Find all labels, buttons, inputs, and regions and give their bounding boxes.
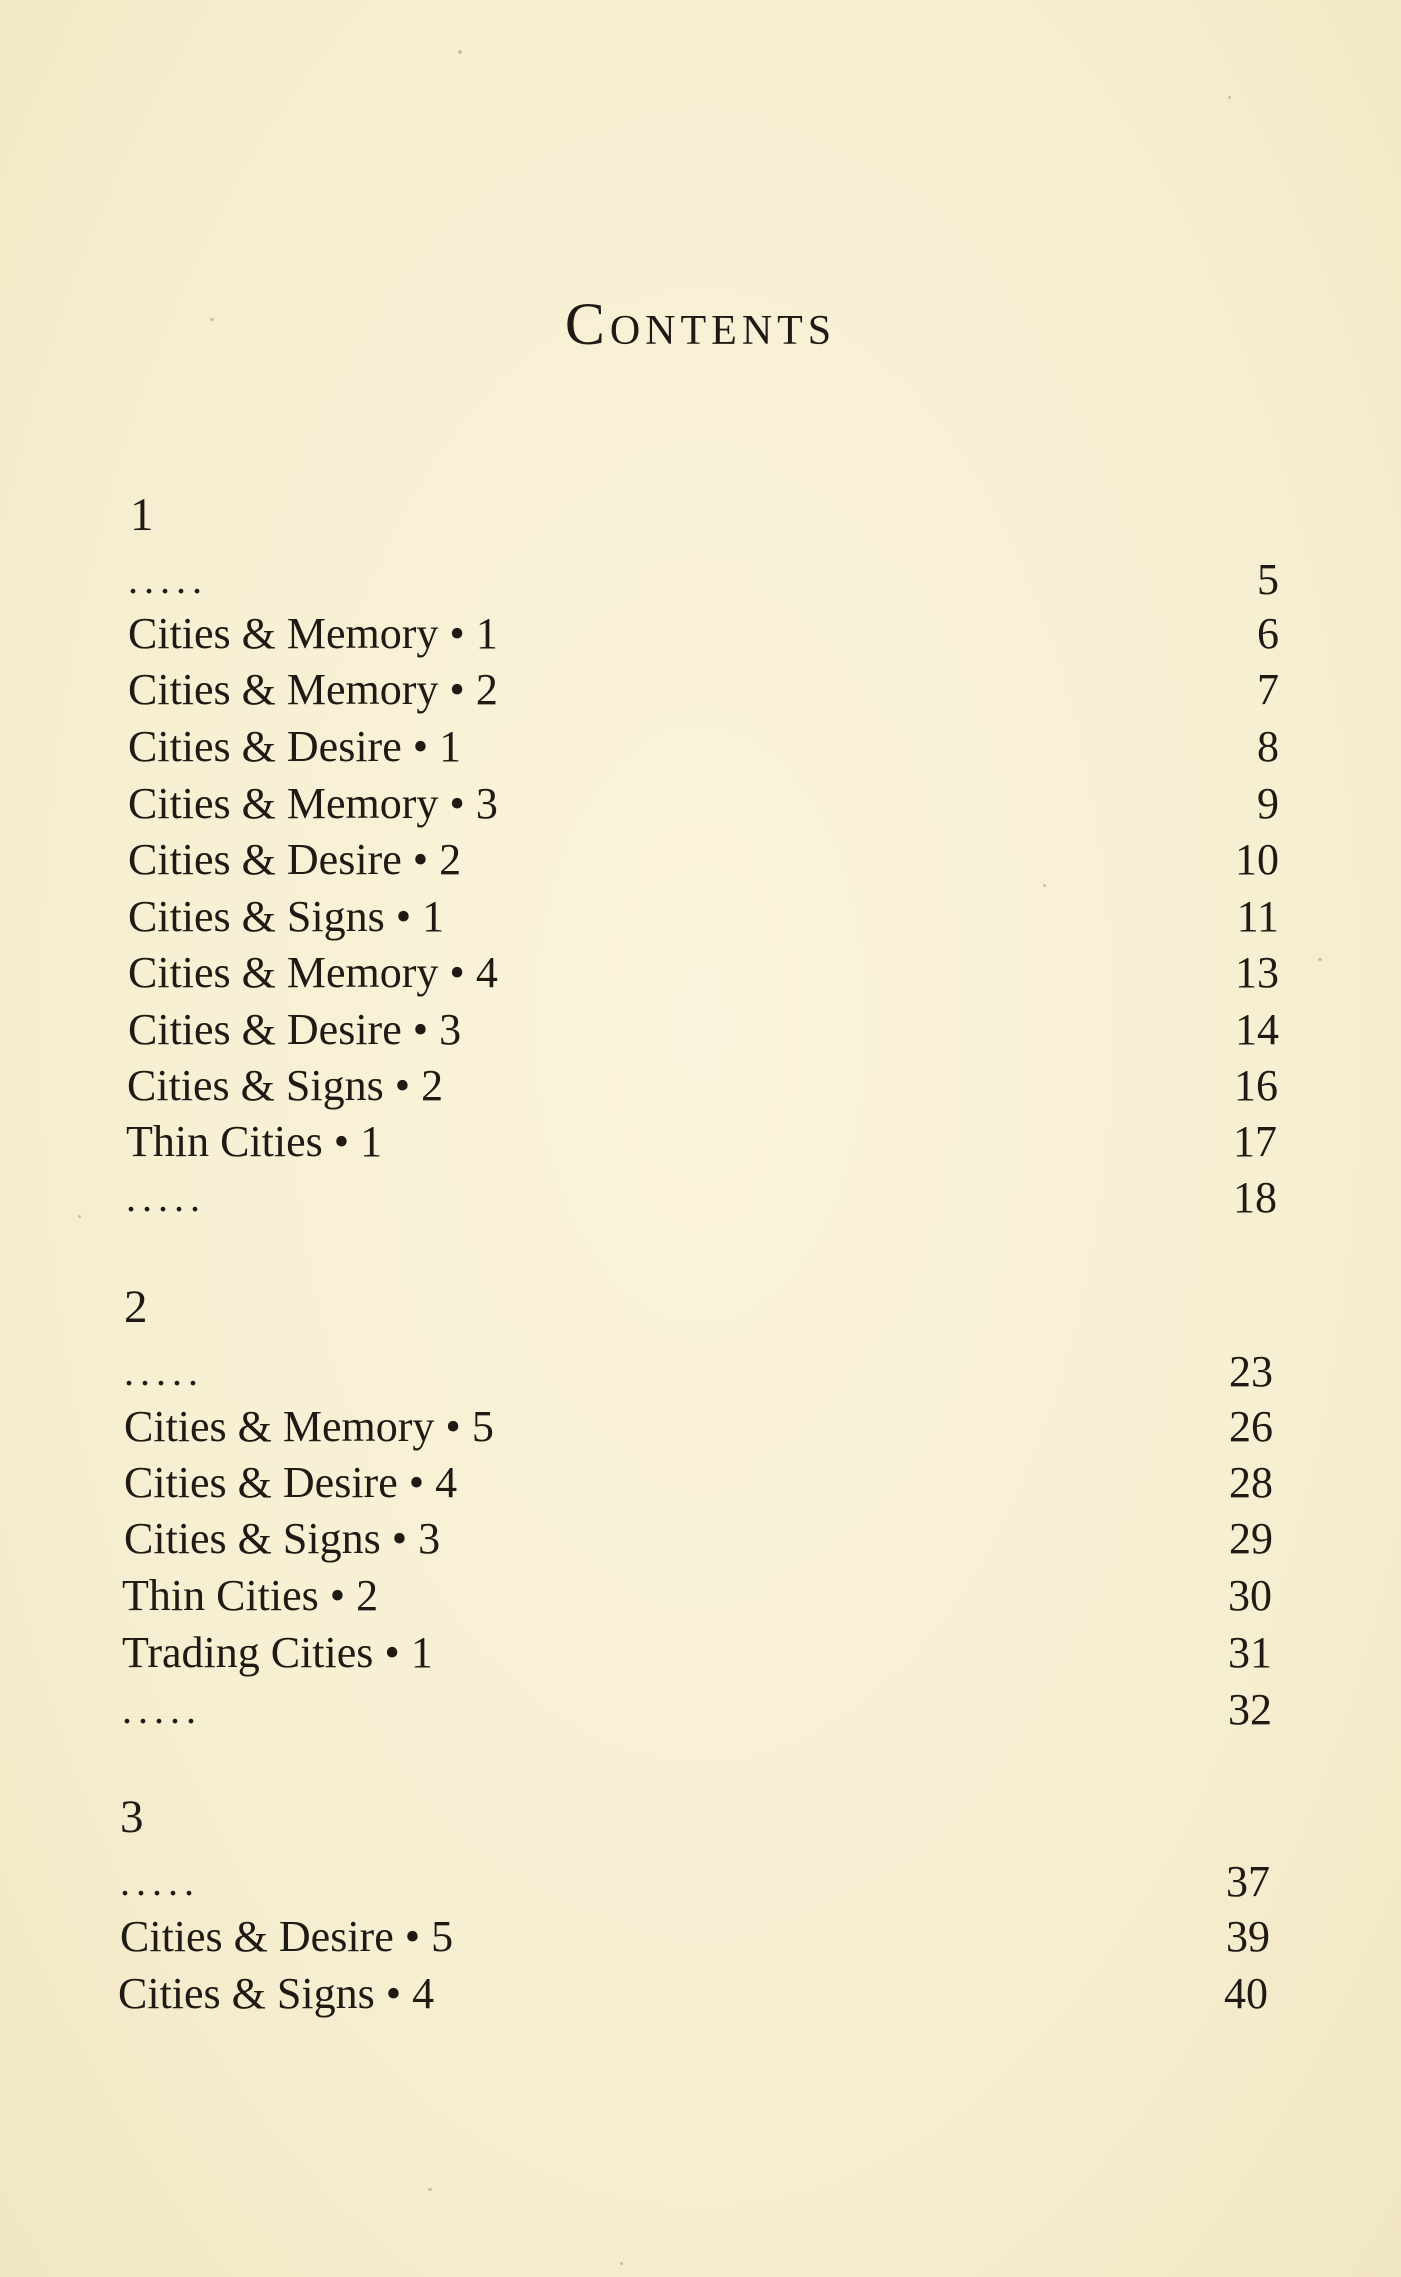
toc-entry bbox=[120, 1854, 1270, 1910]
toc-entry-page: 13 bbox=[1235, 948, 1279, 997]
paper-speck bbox=[1228, 96, 1231, 99]
toc-entry bbox=[126, 1170, 1277, 1226]
toc-entry-label: Cities & Desire • 1 bbox=[128, 722, 462, 771]
toc-entry-page: 7 bbox=[1257, 665, 1279, 714]
paper-speck bbox=[210, 318, 214, 321]
toc-entry bbox=[128, 552, 1279, 608]
toc-entry bbox=[128, 662, 1279, 718]
toc-entry-page: 32 bbox=[1228, 1685, 1272, 1734]
toc-entry bbox=[128, 719, 1279, 775]
toc-entry-page: 40 bbox=[1224, 1969, 1268, 2018]
paper-speck bbox=[428, 2188, 432, 2191]
toc-entry-label: Cities & Desire • 5 bbox=[120, 1912, 454, 1961]
toc-entry-page: 9 bbox=[1257, 779, 1279, 828]
part-number: 2 bbox=[124, 1281, 148, 1333]
toc-entry-page: 14 bbox=[1235, 1005, 1279, 1054]
toc-entry bbox=[118, 1966, 1268, 2022]
toc-entry bbox=[122, 1625, 1272, 1681]
toc-entry-page: 30 bbox=[1228, 1571, 1272, 1620]
toc-entry bbox=[128, 606, 1279, 662]
toc-entry bbox=[128, 832, 1279, 888]
toc-entry bbox=[120, 1909, 1270, 1965]
toc-entry-label: Cities & Signs • 3 bbox=[124, 1514, 441, 1563]
toc-entry-label: Cities & Signs • 4 bbox=[118, 1969, 435, 2018]
toc-entry bbox=[128, 776, 1279, 832]
paper-speck bbox=[620, 2262, 623, 2265]
toc-entry-label: ..... bbox=[120, 1859, 200, 1904]
toc-entry bbox=[128, 1002, 1279, 1058]
toc-entry bbox=[127, 1058, 1278, 1114]
toc-entry-label: ..... bbox=[122, 1687, 202, 1732]
toc-entry-label: Cities & Memory • 1 bbox=[128, 609, 498, 658]
toc-entry-label: Cities & Memory • 4 bbox=[128, 948, 498, 997]
toc-entry-label: Cities & Memory • 5 bbox=[124, 1402, 494, 1451]
toc-entry-label: Trading Cities • 1 bbox=[122, 1628, 433, 1677]
toc-entry-page: 8 bbox=[1257, 722, 1279, 771]
paper-speck bbox=[1043, 884, 1046, 887]
paper-speck bbox=[458, 50, 462, 54]
toc-entry-label: Thin Cities • 1 bbox=[126, 1117, 383, 1166]
toc-entry bbox=[124, 1344, 1273, 1400]
toc-entry bbox=[122, 1568, 1272, 1624]
toc-entry bbox=[122, 1682, 1272, 1738]
toc-entry-label: Cities & Memory • 2 bbox=[128, 665, 498, 714]
toc-entry-page: 5 bbox=[1257, 555, 1279, 604]
part-number: 1 bbox=[130, 489, 154, 541]
toc-entry-page: 29 bbox=[1229, 1514, 1273, 1563]
toc-entry-page: 23 bbox=[1229, 1347, 1273, 1396]
toc-entry bbox=[128, 945, 1279, 1001]
toc-entry-page: 39 bbox=[1226, 1912, 1270, 1961]
toc-entry-page: 18 bbox=[1233, 1173, 1277, 1222]
toc-entry-page: 17 bbox=[1233, 1117, 1277, 1166]
toc-entry-page: 16 bbox=[1234, 1061, 1278, 1110]
toc-entry-label: ..... bbox=[124, 1349, 204, 1394]
toc-entry-label: Cities & Desire • 3 bbox=[128, 1005, 462, 1054]
page-title: Contents bbox=[564, 291, 837, 357]
toc-entry bbox=[128, 889, 1279, 945]
toc-entry-page: 31 bbox=[1228, 1628, 1272, 1677]
toc-entry-label: Cities & Desire • 4 bbox=[124, 1458, 458, 1507]
toc-entry-label: ..... bbox=[126, 1175, 206, 1220]
toc-entry-page: 6 bbox=[1257, 609, 1279, 658]
toc-entry-page: 28 bbox=[1229, 1458, 1273, 1507]
toc-entry-label: Cities & Signs • 2 bbox=[127, 1061, 444, 1110]
toc-entry-label: Thin Cities • 2 bbox=[122, 1571, 379, 1620]
toc-entry bbox=[126, 1114, 1277, 1170]
toc-entry-page: 10 bbox=[1235, 835, 1279, 884]
toc-entry-label: ..... bbox=[128, 557, 208, 602]
paper-speck bbox=[1318, 958, 1322, 961]
toc-entry-page: 26 bbox=[1229, 1402, 1273, 1451]
toc-entry-label: Cities & Signs • 1 bbox=[128, 892, 445, 941]
toc-entry bbox=[124, 1455, 1273, 1511]
part-number: 3 bbox=[120, 1791, 144, 1843]
toc-entry-page: 37 bbox=[1226, 1857, 1270, 1906]
toc-entry-label: Cities & Memory • 3 bbox=[128, 779, 498, 828]
toc-entry-label: Cities & Desire • 2 bbox=[128, 835, 462, 884]
toc-entry bbox=[124, 1511, 1273, 1567]
toc-entry-page: 11 bbox=[1236, 892, 1279, 941]
toc-entry bbox=[124, 1399, 1273, 1455]
paper-speck bbox=[78, 1215, 81, 1218]
